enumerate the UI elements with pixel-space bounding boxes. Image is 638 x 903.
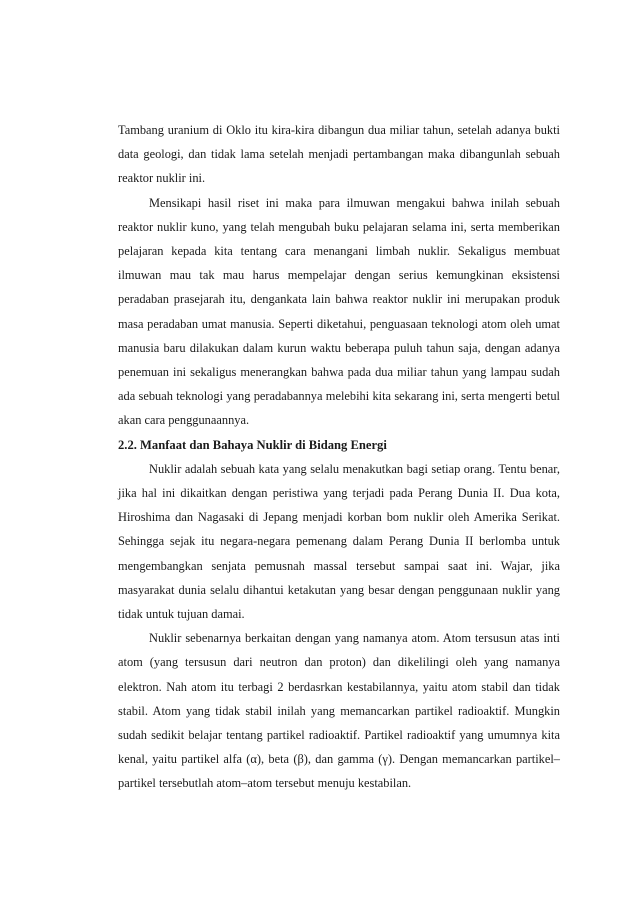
paragraph-atom-structure: Nuklir sebenarnya berkaitan dengan yang namanya atom. Atom tersusun atas inti atom (yang tersusun dari neutron dan proton) dan dikelilingi oleh yang namanya elektron. Nah atom itu terbagi 2 berdasrkan kestabilannya, yaitu atom stabil dan tidak stabil. Atom yang tidak stabil inilah yang memancarkan partikel radioaktif. Mungkin sudah sedikit belajar tentang partikel radioaktif. Partikel radioaktif yang umumnya kita kenal, yaitu partikel alfa (α), beta (β), dan gamma (γ). Dengan memancarkan partikel–partikel tersebutlah atom–atom tersebut menuju kestabilan. [118, 631, 560, 791]
page-body [118, 118, 560, 796]
paragraph-ancient-reactor: Mensikapi hasil riset ini maka para ilmuwan mengakui bahwa inilah sebuah reaktor nuklir kuno, yang telah mengubah buku pelajaran selama ini, serta memberikan pelajaran kepada kita tentang cara menangani limbah nuklir. Sekaligus membuat ilmuwan mau tak mau harus mempelajar dengan serius kemungkinan eksistensi peradaban prasejarah itu, dengankata lain bahwa reaktor nuklir ini merupakan produk masa peradaban umat manusia. Seperti diketahui, penguasaan teknologi atom oleh umat manusia baru dilakukan dalam kurun waktu beberapa puluh tahun saja, dengan adanya penemuan ini sekaligus menerangkan bahwa pada dua miliar tahun yang lampau sudah ada sebuah teknologi yang peradabannya melebihi kita sekarang ini, serta mengerti betul akan cara penggunaannya. [118, 195, 560, 428]
paragraph-nuclear-fear: Nuklir adalah sebuah kata yang selalu menakutkan bagi setiap orang. Tentu benar, jika hal ini dikaitkan dengan peristiwa yang terjadi pada Perang Dunia II. Dua kota, Hiroshima dan Nagasaki di Jepang menjadi korban bom nuklir oleh Amerika Serikat. Sehingga sejak itu negara-negara pemenang dalam Perang Dunia II berlomba untuk mengembangkan senjata pemusnah massal tersebut sampai saat ini. Wajar, jika masyarakat dunia selalu dihantui ketakutan yang besar dengan penggunaan nuklir yang tidak untuk tujuan damai. [118, 461, 560, 622]
paragraph-oklo-mine: Tambang uranium di Oklo itu kira-kira dibangun dua miliar tahun, setelah adanya bukti data geologi, dan tidak lama setelah menjadi pertambangan maka dibangunlah sebuah reaktor nuklir ini. [118, 123, 560, 186]
section-heading: 2.2. Manfaat dan Bahaya Nuklir di Bidang Energi [118, 437, 387, 452]
